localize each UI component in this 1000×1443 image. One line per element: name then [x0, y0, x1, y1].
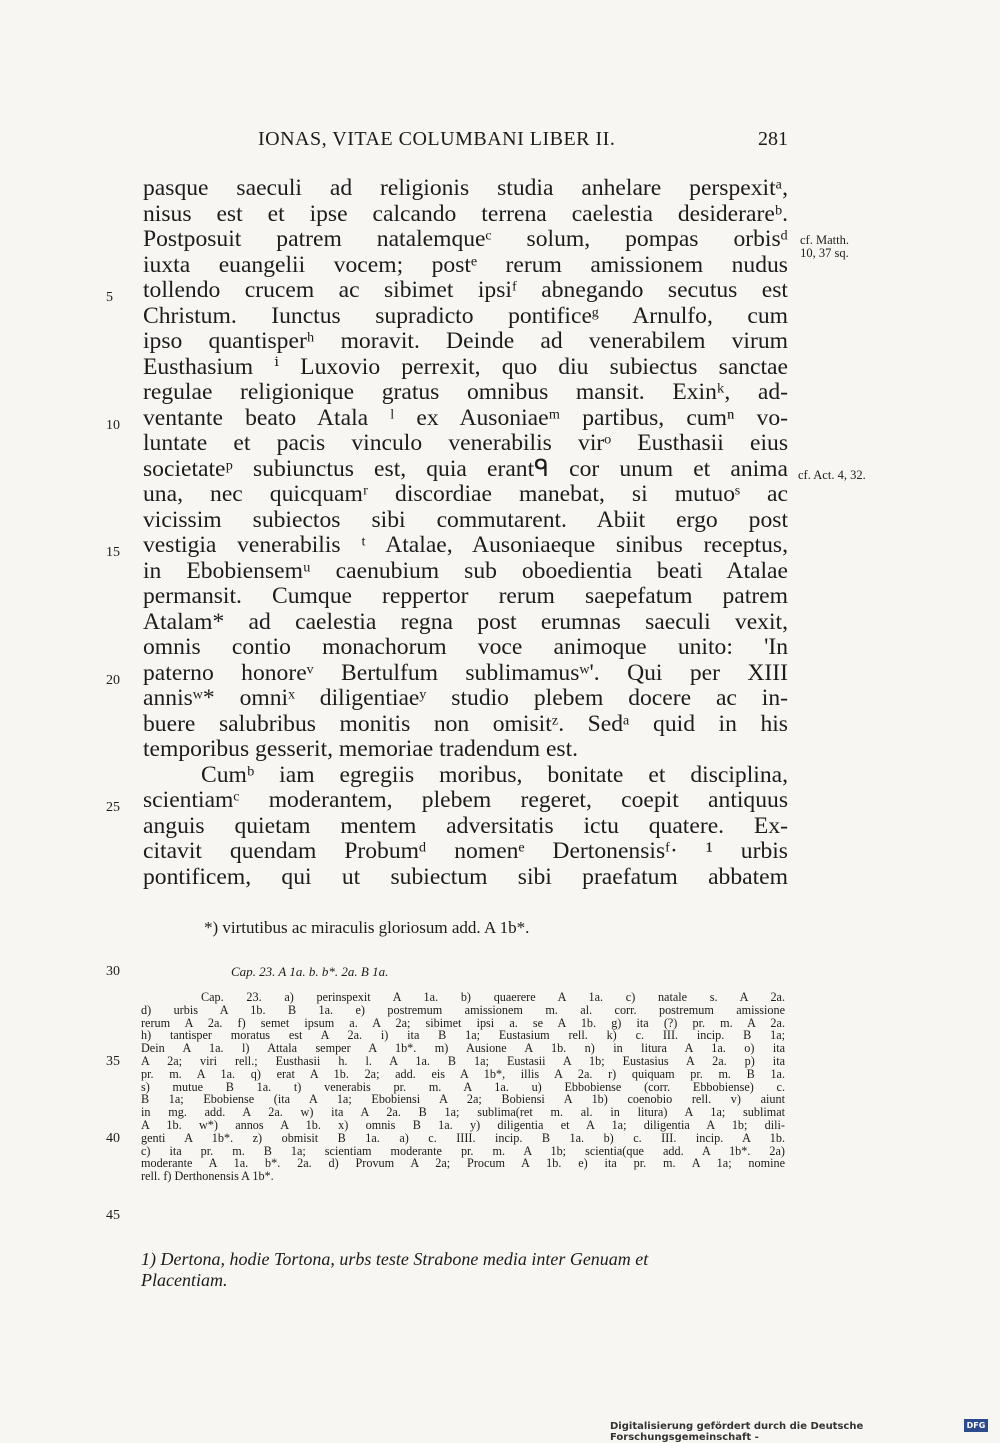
apparatus-line-number: 45 [106, 1208, 120, 1223]
text-line: vestigia venerabilis ᵗ Atalae, Ausoniaeque sinibus receptus, [143, 532, 788, 558]
line-number: 25 [106, 800, 120, 815]
text-line: Cumᵇ iam egregiis moribus, bonitate et disciplina, [201, 761, 788, 788]
dfg-logo: DFG [964, 1419, 988, 1432]
text-line: pontificem, qui ut subiectum sibi praefatum abbatem [143, 863, 788, 890]
margin-note-line: cf. Matth. [800, 233, 849, 247]
line-number: 5 [106, 290, 113, 305]
text-line: Eusthasium ⁱ Luxovio perrexit, quo diu subiectus sanctae [143, 353, 788, 380]
text-line: luntate et pacis vinculo venerabilis virᵒ Eusthasii eius [143, 430, 788, 456]
footnote-line: Placentiam. [141, 1270, 228, 1290]
apparatus-line: A 2a; viri rell.; Eusthasii h. l. A 1a. B 1a; Eustasii A 1b; Eustasius A 2a. p) ita [141, 1053, 785, 1068]
digitization-credit: Digitalisierung gefördert durch die Deutsche Forschungsgemeinschaft - [610, 1421, 864, 1443]
apparatus-line-number: 35 [106, 1054, 120, 1069]
text-line: vicissim subiectos sibi commutarent. Abiit ergo post [143, 506, 788, 533]
apparatus-line: moderante A 1a. b*. 2a. d) Provum A 2a; Procum A 1b. e) ita pr. m. A 1a; nomine [141, 1156, 785, 1171]
margin-note-line: cf. Act. 4, 32. [798, 468, 866, 482]
running-head: IONAS, VITAE COLUMBANI LIBER II. [258, 128, 616, 150]
main-text [143, 176, 788, 890]
apparatus-line: Dein A 1a. l) Attala semper A 1b*. m) Ausione A 1b. n) in litura A 1a. o) ita [141, 1041, 785, 1056]
text-line: regulae religionique gratus omnibus mansit. Exinᵏ, ad- [143, 379, 788, 405]
apparatus-line: d) urbis A 1b. B 1a. e) postremum amissionem m. al. corr. postremum amissione [141, 1002, 785, 1017]
text-line: ventante beato Atala ˡ ex Ausoniaeᵐ partibus, cumⁿ vo- [143, 404, 788, 431]
apparatus-line: pr. m. A 1a. q) erat A 1b. 2a; add. eis A 1b*, illis A 2a. r) quiquam pr. m. B 1a. [141, 1066, 785, 1081]
line-number: 20 [106, 673, 120, 688]
line-number: 10 [106, 418, 120, 433]
text-line: iuxta euangelii vocem; postᵉ rerum amissionem nudus [143, 251, 788, 278]
text-line: omnis contio monachorum voce animoque unito: 'In [143, 634, 788, 660]
text-line: temporibus gesserit, memoriae tradendum est. [143, 736, 579, 762]
text-line: in Ebobiensemᵘ caenubium sub oboedientia beati Atalae [143, 557, 788, 584]
text-line: pasque saeculi ad religionis studia anhelare perspexitᵃ, [143, 175, 788, 201]
margin-note [798, 469, 866, 482]
text-line: anguis quietam mentem adversitatis ictu quatere. Ex- [143, 812, 788, 839]
apparatus-line: Cap. 23. a) perinspexit A 1a. b) quaerere A 1a. c) natale s. A 2a. [201, 990, 785, 1004]
text-line: societateᵖ subiunctus est, quia erantᑫ cor unum et anima [143, 455, 788, 482]
apparatus-line: rell. f) Derthonensis A 1b*. [141, 1169, 274, 1184]
text-line: citavit quendam Probumᵈ nomenᵉ Dertonensisᶠ· ¹ urbis [143, 838, 788, 864]
page-number: 281 [758, 128, 788, 150]
text-line: scientiamᶜ moderantem, plebem regeret, coepit antiquus [143, 787, 788, 813]
apparatus-line: in mg. add. A 2a. w) ita A 2a. B 1a; sublima(ret m. al. in litura) A 1a; sublimat [141, 1105, 785, 1120]
margin-note [800, 234, 849, 260]
text-line: Christum. Iunctus supradicto pontificeᵍ Arnulfo, cum [143, 302, 788, 329]
text-line: ipso quantisperʰ moravit. Deinde ad venerabilem virum [143, 328, 788, 354]
apparatus-line: h) tantisper moratus est A 2a. i) ita B 1a; Eustasium rell. k) c. III. incip. B 1a; [141, 1028, 785, 1043]
apparatus-heading: Cap. 23. A 1a. b. b*. 2a. B 1a. [231, 964, 389, 979]
apparatus-line: rerum A 2a. f) semet ipsum a. A 2a; sibimet ipsi a. se A 1b. g) ita (?) pr. m. A 2a. [141, 1015, 785, 1030]
text-line: Postposuit patrem natalemqueᶜ solum, pompas orbisᵈ [143, 226, 788, 252]
apparatus-line: genti A 1b*. z) obmisit B 1a. a) c. IIII. incip. B 1a. b) c. III. incip. A 1b. [141, 1130, 785, 1145]
line-number: 15 [106, 545, 120, 560]
star-note: *) virtutibus ac miraculis gloriosum add. A 1b*. [204, 918, 530, 937]
apparatus-line: B 1a; Ebobiense (ita A 1a; Ebobiensi A 2a; Bobiensi A 1b) coenobio rell. v) aiunt [141, 1092, 785, 1107]
apparatus-line: c) ita pr. m. B 1a; scientiam moderante pr. m. A 1b; scientia(que add. A 1b*. 2a) [141, 1143, 785, 1158]
text-line: buere salubribus monitis non omisitᶻ. Sedᵃ quid in his [143, 710, 788, 737]
text-line: paterno honoreᵛ Bertulfum sublimamusʷ'. Qui per XIII [143, 659, 788, 686]
text-line: permansit. Cumque reppertor rerum saepefatum patrem [143, 583, 788, 609]
footnote-line: 1) Dertona, hodie Tortona, urbs teste Strabone media inter Genuam et [141, 1249, 649, 1269]
text-line: annisʷ* omniˣ diligentiaeʸ studio plebem docere ac in- [143, 685, 788, 711]
apparatus-line-number: 30 [106, 964, 120, 979]
text-line: tollendo crucem ac sibimet ipsiᶠ abnegando secutus est [143, 277, 788, 303]
apparatus-line-number: 40 [106, 1131, 120, 1146]
critical-apparatus [141, 991, 785, 1183]
text-line: Atalam* ad caelestia regna post erumnas saeculi vexit, [143, 608, 788, 635]
apparatus-line: s) mutue B 1a. t) venerabis pr. m. A 1a. u) Ebbobiense (corr. Ebbobiense) c. [141, 1079, 785, 1094]
margin-note-line: 10, 37 sq. [800, 246, 849, 260]
text-line: nisus est et ipse calcando terrena caelestia desiderareᵇ. [143, 200, 788, 227]
footnote [141, 1249, 786, 1291]
apparatus-line: A 1b. w*) annos A 1b. x) omnis B 1a. y) diligentia et A 1a; diligentia A 1b; dili- [141, 1117, 785, 1132]
text-line: una, nec quicquamʳ discordiae manebat, si mutuoˢ ac [143, 481, 788, 507]
